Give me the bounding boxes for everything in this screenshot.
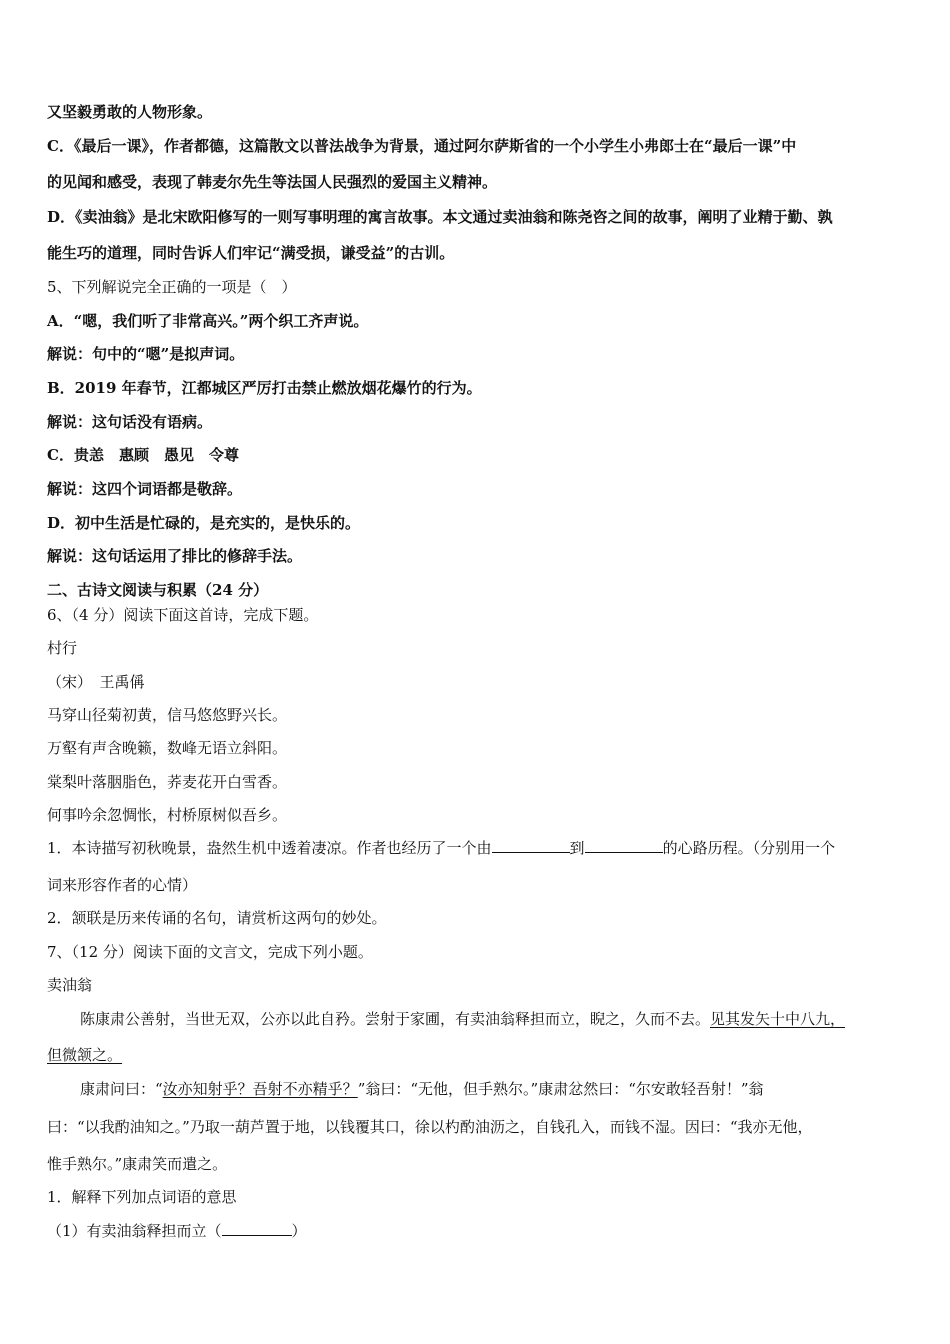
q5-option-c: C．贵恙 惠顾 愚见 令尊 [47,446,239,464]
answer-blank-1[interactable] [492,838,570,853]
q5-stem: 5、下列解说完全正确的一项是（ ） [47,278,297,296]
q6-stem: 6、（4 分）阅读下面这首诗，完成下题。 [47,606,319,624]
q7-sub1: 1．解释下列加点词语的意思 [47,1188,237,1206]
q7-sub1-item1-text: （1）有卖油翁释担而立（ [47,1222,222,1240]
q5-option-b: B．2019 年春节，江都城区严厉打击禁止燃放烟花爆竹的行为。 [47,379,482,397]
q7-sub1-item1-close: ） [291,1222,307,1240]
poem-title: 村行 [47,639,78,657]
answer-blank-2[interactable] [585,838,663,853]
q5-option-c-explanation: 解说：这四个词语都是敬辞。 [47,480,243,498]
prose-p2-line2: 曰：“以我酌油知之。”乃取一葫芦置于地，以钱覆其口，徐以杓酌油沥之，自钱孔入，而钱不湿。因曰：“我亦无他， [47,1118,813,1136]
q6-sub1-text-b: 到 [569,839,585,857]
poem-line: 万壑有声含晚籁，数峰无语立斜阳。 [47,739,288,757]
underlined-sentence-1b: 但微颔之。 [47,1046,123,1064]
q6-sub1-text-c: 的心路历程。（分别用一个 [662,839,836,857]
answer-blank-3[interactable] [222,1221,292,1236]
q7-sub1-item1 [47,1221,910,1241]
prose-p1-line1 [80,1009,910,1029]
poem-line: 何事吟余忽惆怅，村桥原树似吾乡。 [47,806,288,824]
prose-p2-text-a: 康肃问曰：“ [80,1080,163,1098]
q5-option-d-explanation: 解说：这句话运用了排比的修辞手法。 [47,547,303,565]
option-c-line2: 的见闻和感受，表现了韩麦尔先生等法国人民强烈的爱国主义精神。 [47,173,498,191]
q5-option-a: A．“嗯，我们听了非常高兴。”两个织工齐声说。 [47,312,369,330]
poem-line: 马穿山径菊初黄，信马悠悠野兴长。 [47,706,288,724]
poem-line: 棠梨叶落胭脂色，荞麦花开白雪香。 [47,773,288,791]
prose-title: 卖油翁 [47,976,93,994]
prose-p2-text-b: ”翁曰：“无他，但手熟尔。”康肃忿然曰：“尔安敢轻吾射！”翁 [357,1080,764,1098]
option-b-continued: 又坚毅勇敢的人物形象。 [47,103,213,121]
q6-sub2: 2．颔联是历来传诵的名句，请赏析这两句的妙处。 [47,909,387,927]
underlined-sentence-1a: 见其发矢十中八九， [710,1010,846,1028]
prose-p2-line3: 惟手熟尔。”康肃笑而遣之。 [47,1155,228,1173]
q6-sub1-text-a: 1．本诗描写初秋晚景，盎然生机中透着凄凉。作者也经历了一个由 [47,839,492,857]
poem-author: （宋） 王禹偁 [47,673,145,691]
q5-option-d: D．初中生活是忙碌的，是充实的，是快乐的。 [47,514,361,532]
q5-option-a-explanation: 解说：句中的“嗯”是拟声词。 [47,345,245,363]
prose-p1-text: 陈康肃公善射，当世无双，公亦以此自矜。尝射于家圃，有卖油翁释担而立，睨之，久而不去。 [80,1010,711,1028]
q7-stem: 7、（12 分）阅读下面的文言文，完成下列小题。 [47,943,373,961]
q6-sub1-line2: 词来形容作者的心情） [47,876,198,894]
q6-sub1-line1 [47,838,910,858]
q5-option-b-explanation: 解说：这句话没有语病。 [47,413,213,431]
option-d-line1: D．《卖油翁》是北宋欧阳修写的一则写事明理的寓言故事。本文通过卖油翁和陈尧咨之间的故事，阐明了业精于勤、孰 [47,208,833,226]
section-2-heading: 二、古诗文阅读与积累（24 分） [47,581,269,599]
option-c-line1: C．《最后一课》，作者都德，这篇散文以普法战争为背景，通过阿尔萨斯省的一个小学生小弗郎士在“最后一课”中 [47,137,797,155]
option-d-line2: 能生巧的道理，同时告诉人们牢记“满受损，谦受益”的古训。 [47,244,455,262]
prose-p2-line1 [80,1079,910,1099]
prose-p1-line2 [47,1045,910,1065]
underlined-sentence-2: 汝亦知射乎？吾射不亦精乎？ [162,1080,358,1098]
